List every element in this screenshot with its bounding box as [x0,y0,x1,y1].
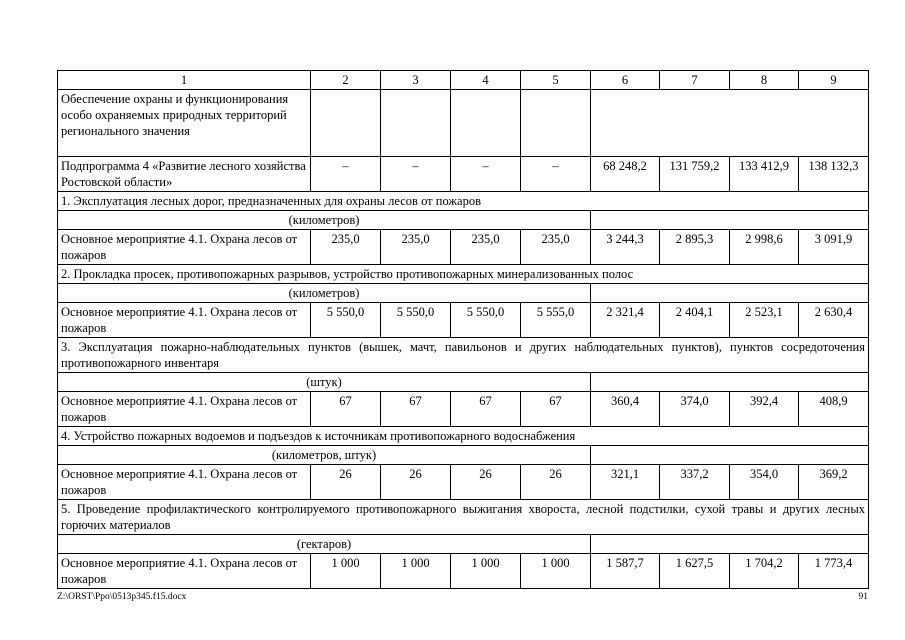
value-cell [451,90,521,157]
section-title-row [58,427,869,446]
unit-label: (штук) [58,373,591,392]
value-cell: 354,0 [730,465,799,500]
value-cell [381,90,451,157]
value-cell: 374,0 [660,392,730,427]
table-row [58,554,869,589]
value-cell: 5 550,0 [381,303,451,338]
header-cell: 2 [311,71,381,90]
value-cell: 1 704,2 [730,554,799,589]
value-cell: 392,4 [730,392,799,427]
page-number: 91 [858,592,868,602]
value-cell: 1 000 [381,554,451,589]
value-cell: 67 [381,392,451,427]
value-cell: 2 523,1 [730,303,799,338]
value-cell: 321,1 [591,465,660,500]
indicators-table [57,70,869,589]
value-cell: 2 321,4 [591,303,660,338]
value-cell: 26 [521,465,591,500]
unit-label: (километров) [58,211,591,230]
unit-row [58,373,869,392]
section-title: 2. Прокладка просек, противопожарных разрывов, устройство противопожарных минерализованных полос [58,265,869,284]
section-title: 4. Устройство пожарных водоемов и подъездов к источникам противопожарного водоснабжения [58,427,869,446]
value-cell: 26 [451,465,521,500]
value-cell: 235,0 [451,230,521,265]
value-cell: 67 [311,392,381,427]
value-cell: 138 132,3 [799,157,869,192]
section-title: 3. Эксплуатация пожарно-наблюдательных пунктов (вышек, мачт, павильонов и других наблюдательных пунктов), пунктов сосредоточения противопожарного инвентаря [58,338,869,373]
unit-label: (гектаров) [58,535,591,554]
value-cell: 235,0 [311,230,381,265]
header-cell: 4 [451,71,521,90]
value-cell: 360,4 [591,392,660,427]
header-cell: 9 [799,71,869,90]
value-cell: 2 630,4 [799,303,869,338]
table-row [58,90,869,157]
value-cell: 408,9 [799,392,869,427]
value-cell: 369,2 [799,465,869,500]
value-cell: 5 550,0 [451,303,521,338]
header-cell: 7 [660,71,730,90]
value-cell: 5 555,0 [521,303,591,338]
unit-label: (километров, штук) [58,446,591,465]
value-cell: 1 627,5 [660,554,730,589]
file-path: Z:\ORST\Ppo\0513p345.f15.docx [57,592,187,602]
value-cell: – [451,157,521,192]
header-cell: 5 [521,71,591,90]
value-cell: 131 759,2 [660,157,730,192]
unit-row [58,446,869,465]
header-cell: 1 [58,71,311,90]
value-cell: 68 248,2 [591,157,660,192]
section-title-row [58,192,869,211]
value-cell: 1 000 [521,554,591,589]
header-cell: 3 [381,71,451,90]
value-cell: 2 404,1 [660,303,730,338]
row-label: Основное мероприятие 4.1. Охрана лесов от пожаров [58,230,311,265]
unit-label: (километров) [58,284,591,303]
value-cell [591,90,869,157]
value-cell: – [521,157,591,192]
value-cell: 1 587,7 [591,554,660,589]
table-row [58,230,869,265]
value-cell: 67 [521,392,591,427]
value-cell: 3 091,9 [799,230,869,265]
value-cell: 1 000 [311,554,381,589]
row-label: Основное мероприятие 4.1. Охрана лесов от пожаров [58,392,311,427]
unit-filler [591,373,869,392]
value-cell: 1 000 [451,554,521,589]
table-row [58,157,869,192]
value-cell: 26 [311,465,381,500]
unit-filler [591,535,869,554]
section-title-row [58,265,869,284]
value-cell: 3 244,3 [591,230,660,265]
table-row [58,465,869,500]
row-label: Подпрограмма 4 «Развитие лесного хозяйства Ростовской области» [58,157,311,192]
value-cell: 5 550,0 [311,303,381,338]
value-cell: – [311,157,381,192]
section-title-row [58,338,869,373]
unit-row [58,284,869,303]
value-cell: 235,0 [521,230,591,265]
value-cell: 1 773,4 [799,554,869,589]
header-row [58,71,869,90]
table-row [58,303,869,338]
value-cell: 67 [451,392,521,427]
unit-filler [591,211,869,230]
section-title: 1. Эксплуатация лесных дорог, предназначенных для охраны лесов от пожаров [58,192,869,211]
value-cell [311,90,381,157]
value-cell: 2 895,3 [660,230,730,265]
row-label: Основное мероприятие 4.1. Охрана лесов от пожаров [58,303,311,338]
unit-row [58,211,869,230]
value-cell: 235,0 [381,230,451,265]
row-label: Обеспечение охраны и функционирования особо охраняемых природных территорий регионального значения [58,90,311,157]
section-title-row [58,500,869,535]
row-label: Основное мероприятие 4.1. Охрана лесов от пожаров [58,465,311,500]
header-cell: 8 [730,71,799,90]
value-cell [521,90,591,157]
value-cell: 2 998,6 [730,230,799,265]
value-cell: 133 412,9 [730,157,799,192]
unit-filler [591,446,869,465]
unit-row [58,535,869,554]
table-row [58,392,869,427]
section-title: 5. Проведение профилактического контролируемого противопожарного выжигания хвороста, лесной подстилки, сухой травы и других лесных горючих материалов [58,500,869,535]
row-label: Основное мероприятие 4.1. Охрана лесов от пожаров [58,554,311,589]
unit-filler [591,284,869,303]
value-cell: 337,2 [660,465,730,500]
value-cell: – [381,157,451,192]
header-cell: 6 [591,71,660,90]
value-cell: 26 [381,465,451,500]
